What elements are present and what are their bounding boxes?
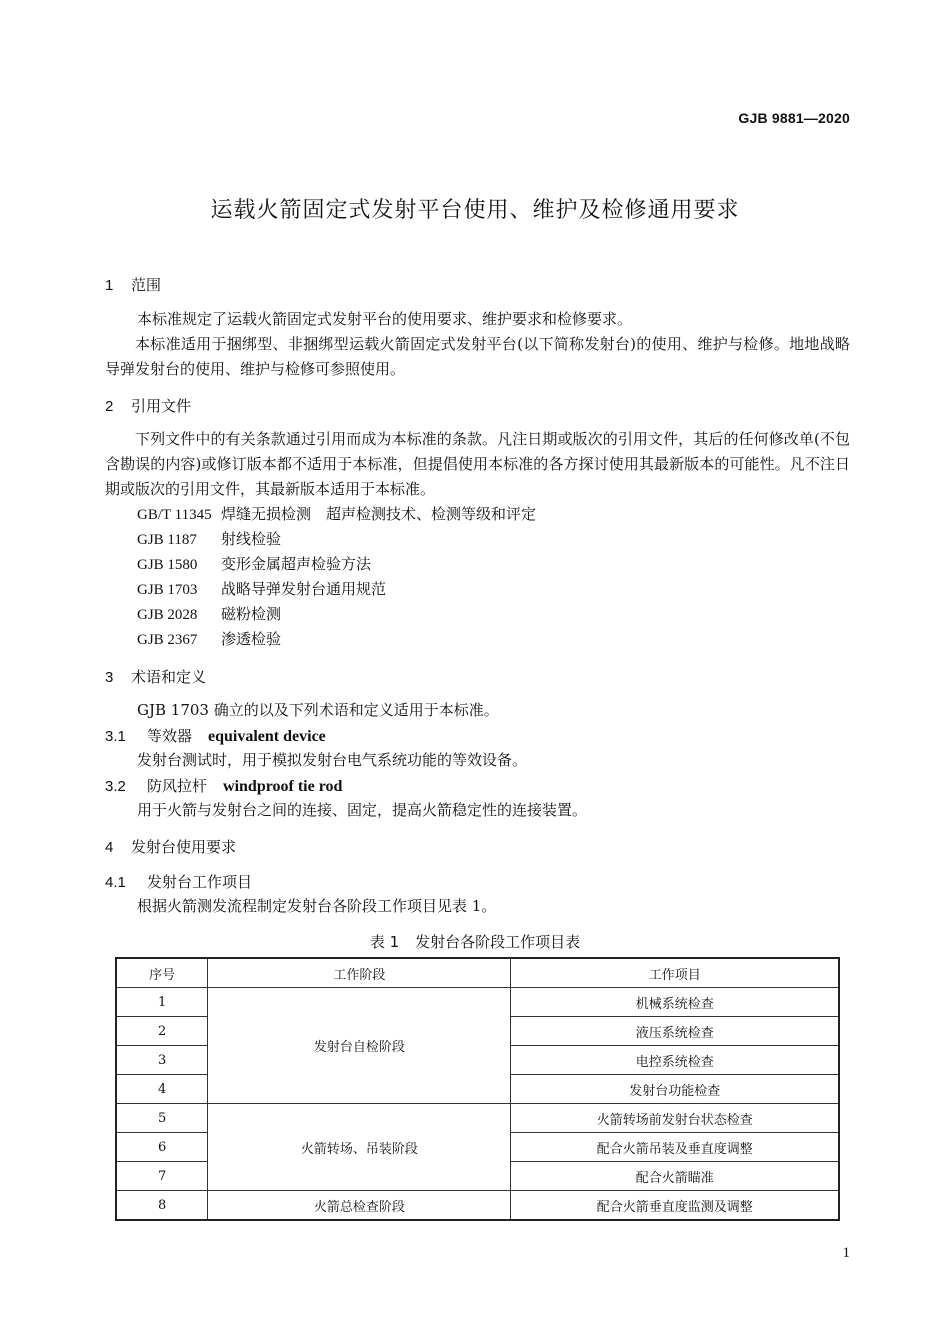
item-cell: 配合火箭吊装及垂直度调整 — [511, 1133, 839, 1162]
section-number: 3 — [105, 669, 114, 686]
stage-cell: 火箭总检查阶段 — [208, 1191, 511, 1221]
table-title: 发射台各阶段工作项目表 — [415, 933, 581, 951]
row-number-cell: 8 — [116, 1191, 208, 1221]
paragraph: GJB 1703 确立的以及下列术语和定义适用于本标准。 — [137, 701, 499, 719]
reference-item — [137, 577, 386, 603]
section-title: 发射台使用要求 — [131, 838, 237, 856]
item-cell: 火箭转场前发射台状态检查 — [511, 1104, 839, 1133]
ref-name: 渗透检验 — [221, 630, 282, 648]
term-en: equivalent device — [208, 728, 326, 745]
section-number: 3.1 — [105, 728, 126, 745]
section-4-1-heading — [105, 871, 252, 892]
term-zh: 防风拉杆 — [147, 777, 208, 795]
section-number: 3.2 — [105, 778, 126, 795]
paragraph: 下列文件中的有关条款通过引用而成为本标准的条款。凡注日期或版次的引用文件，其后的任何修改单(不包含勘误的内容)或修订版本都不适用于本标准，但提倡使用本标准的各方探讨使用其最新版本的可能性。凡不注日期或版次的引用文件，其最新版本适用于本标准。 — [105, 430, 850, 498]
row-number-cell: 3 — [116, 1046, 208, 1075]
paragraph: 本标准适用于捆绑型、非捆绑型运载火箭固定式发射平台(以下简称发射台)的使用、维护与检修。地地战略导弹发射台的使用、维护与检修可参照使用。 — [105, 335, 850, 378]
section-3-2-heading — [105, 775, 342, 796]
row-number-cell: 5 — [116, 1104, 208, 1133]
header-cell: 工作阶段 — [208, 958, 511, 988]
paragraph: 根据火箭测发流程制定发射台各阶段工作项目见表 1。 — [137, 897, 497, 915]
header-cell: 序号 — [116, 958, 208, 988]
table-row — [116, 1104, 839, 1133]
item-cell: 配合火箭瞄准 — [511, 1162, 839, 1191]
term-definition: 用于火箭与发射台之间的连接、固定，提高火箭稳定性的连接装置。 — [137, 801, 588, 819]
reference-item — [137, 502, 536, 528]
section-number: 4.1 — [105, 874, 126, 891]
table-row — [116, 988, 839, 1017]
item-cell: 机械系统检查 — [511, 988, 839, 1017]
term-definition: 发射台测试时，用于模拟发射台电气系统功能的等效设备。 — [137, 751, 528, 769]
ref-code: GJB 1580 — [137, 557, 198, 573]
ref-name: 磁粉检测 — [221, 605, 282, 623]
reference-item — [137, 552, 371, 578]
header-cell: 工作项目 — [511, 958, 839, 988]
reference-item — [137, 527, 281, 553]
table-number: 表 1 — [369, 933, 400, 951]
item-cell: 配合火箭垂直度监测及调整 — [511, 1191, 839, 1221]
section-title: 发射台工作项目 — [147, 873, 253, 891]
ref-code: GJB 2367 — [137, 632, 198, 648]
ref-code: GJB 1703 — [137, 582, 198, 598]
section-3-1-heading — [105, 725, 326, 746]
reference-item — [137, 602, 281, 628]
section-number: 1 — [105, 277, 114, 294]
section-number: 2 — [105, 398, 114, 415]
ref-name: 射线检验 — [221, 530, 282, 548]
document-title: 运载火箭固定式发射平台使用、维护及检修通用要求 — [210, 198, 740, 223]
section-title: 术语和定义 — [131, 668, 207, 686]
section-2-heading — [105, 395, 191, 416]
row-number-cell: 6 — [116, 1133, 208, 1162]
section-4-heading — [105, 836, 236, 857]
term-zh: 等效器 — [147, 727, 193, 745]
paragraph: 本标准规定了运载火箭固定式发射平台的使用要求、维护要求和检修要求。 — [137, 310, 633, 328]
ref-name: 变形金属超声检验方法 — [221, 555, 372, 573]
section-3-heading — [105, 666, 206, 687]
row-number-cell: 4 — [116, 1075, 208, 1104]
section-number: 4 — [105, 839, 114, 856]
reference-item — [137, 627, 281, 653]
standard-code: GJB 9881—2020 — [738, 110, 850, 126]
table-header-row — [116, 958, 839, 988]
ref-code: GJB 1187 — [137, 532, 197, 548]
row-number-cell: 7 — [116, 1162, 208, 1191]
stage-cell: 发射台自检阶段 — [208, 988, 511, 1104]
section-title: 引用文件 — [131, 397, 192, 415]
stage-cell: 火箭转场、吊装阶段 — [208, 1104, 511, 1191]
item-cell: 发射台功能检查 — [511, 1075, 839, 1104]
ref-code: GJB 2028 — [137, 607, 198, 623]
ref-code: GB/T 11345 — [137, 507, 212, 523]
page-number: 1 — [842, 1245, 850, 1261]
work-items-table — [115, 957, 840, 1221]
row-number-cell: 1 — [116, 988, 208, 1017]
table-caption — [0, 931, 950, 952]
term-en: windproof tie rod — [223, 778, 343, 795]
table-row — [116, 1191, 839, 1221]
row-number-cell: 2 — [116, 1017, 208, 1046]
section-title: 范围 — [131, 276, 162, 294]
item-cell: 液压系统检查 — [511, 1017, 839, 1046]
ref-name: 战略导弹发射台通用规范 — [221, 580, 387, 598]
section-1-heading — [105, 274, 161, 295]
item-cell: 电控系统检查 — [511, 1046, 839, 1075]
ref-name: 焊缝无损检测 超声检测技术、检测等级和评定 — [221, 505, 537, 523]
